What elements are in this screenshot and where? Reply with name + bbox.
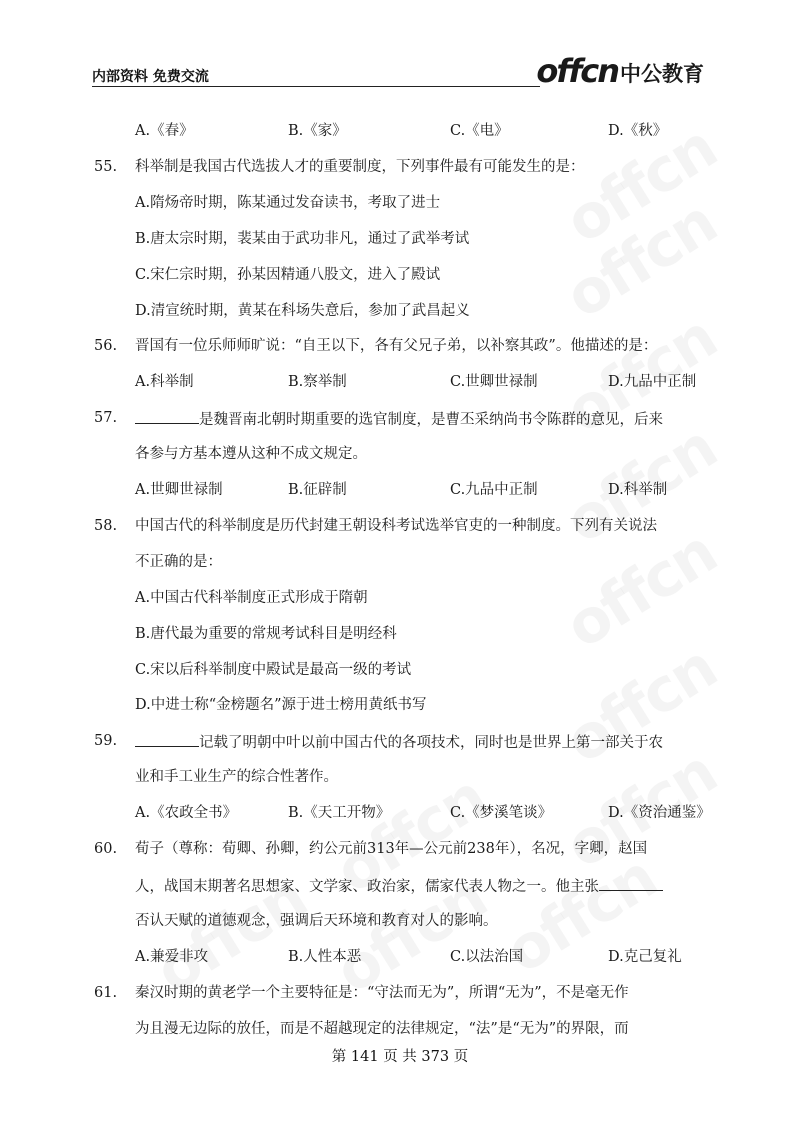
- option-c: C.以法治国: [450, 948, 524, 965]
- text-line: [0, 157, 800, 193]
- text-content: [135, 875, 663, 897]
- text-line: [0, 695, 800, 731]
- question-stem: [135, 731, 663, 753]
- header-divider: [92, 86, 540, 87]
- option-b: B.《家》: [288, 123, 347, 139]
- text-content: [135, 552, 222, 572]
- text-line: [0, 911, 800, 947]
- offcn-logo: [536, 54, 704, 88]
- question-number: 55.: [94, 158, 118, 175]
- header-label: 内部资料 免费交流: [92, 69, 209, 85]
- page-footer: 第 141 页 共 373 页: [331, 1049, 469, 1065]
- text-line: [0, 193, 800, 229]
- line-text: 秦汉时期的黄老学一个主要特征是：“守法而无为”，所谓“无为”，不是毫无作: [135, 984, 629, 1001]
- text-content: [135, 301, 470, 321]
- line-text: B.唐代最为重要的常规考试科目是明经科: [135, 625, 397, 642]
- line-text: 为且漫无边际的放任，而是不超越现定的法律规定，“法”是“无为”的界限，而: [135, 1020, 629, 1037]
- text-line: [0, 588, 800, 624]
- line-text: C.宋仁宗时期，孙某因精通八股文，进入了殿试: [135, 266, 441, 283]
- question-number: 60.: [94, 841, 118, 857]
- text-line: [0, 767, 800, 803]
- option-b: B.《天工开物》: [288, 805, 391, 822]
- line-text: 晋国有一位乐师师旷说：“自王以下，各有父兄子弟，以补察其政”。他描述的是：: [135, 338, 658, 355]
- line-text: 各参与方基本遵从这种不成文规定。: [135, 446, 367, 463]
- text-content: [135, 588, 368, 608]
- line-text: 荀子（尊称：荀卿、孙卿，约公元前313年—公元前238年），名况，字卿，赵国: [135, 841, 648, 857]
- line-text: 不正确的是：: [135, 553, 222, 570]
- question-stem: [135, 408, 663, 430]
- options-row: [0, 121, 800, 157]
- text-line: [0, 624, 800, 660]
- line-text: 业和手工业生产的综合性著作。: [135, 769, 338, 786]
- option-c: C.九品中正制: [450, 482, 538, 498]
- question-stem: [135, 516, 657, 536]
- logo-text-cn: 中公教育: [620, 62, 704, 86]
- logo-text-en: offcn: [536, 52, 618, 90]
- text-line: [0, 839, 800, 875]
- option-a: A.兼爱非攻: [135, 948, 209, 965]
- text-line: [0, 552, 800, 588]
- text-content: [135, 229, 469, 249]
- text-content: [135, 660, 411, 680]
- text-content: [135, 767, 338, 787]
- text-content: [135, 1019, 629, 1039]
- line-text: 是魏晋南北朝时期重要的选官制度，是曹丕采纳尚书令陈群的意见，后来: [199, 412, 663, 429]
- option-a: A.《春》: [135, 123, 194, 139]
- option-b: B.察举制: [288, 374, 347, 391]
- line-text: C.宋以后科举制度中殿试是最高一级的考试: [135, 661, 412, 678]
- text-content: [135, 265, 440, 285]
- text-line: [0, 265, 800, 301]
- question-stem: [135, 983, 629, 1003]
- option-a: A.科举制: [135, 374, 194, 391]
- line-text: 记载了明朝中叶以前中国古代的各项技术，同时也是世界上第一部关于农: [199, 735, 663, 752]
- text-content: [135, 911, 498, 931]
- line-text: A.中国古代科举制度正式形成于隋朝: [135, 589, 368, 606]
- line-text: 人，战国末期著名思想家、文学家、政治家，儒家代表人物之一。他主张: [135, 878, 599, 895]
- options-row: [0, 947, 800, 983]
- text-line: [0, 660, 800, 696]
- text-line: [0, 229, 800, 265]
- page-header: [92, 52, 708, 96]
- text-line: [0, 301, 800, 337]
- option-b: B.人性本恶: [288, 948, 362, 965]
- question-stem: [135, 839, 647, 859]
- question-number: 56.: [94, 338, 118, 355]
- option-a: A.世卿世禄制: [135, 482, 223, 498]
- question-stem: [135, 336, 657, 356]
- text-line: [0, 731, 800, 767]
- line-text: D.清宣统时期，黄某在科场失意后，参加了武昌起义: [135, 302, 470, 319]
- line-text: D.中进士称“金榜题名”源于进士榜用黄纸书写: [135, 697, 427, 714]
- line-text: B.唐太宗时期，裴某由于武功非凡，通过了武举考试: [135, 230, 470, 247]
- option-d: D.《资治通鉴》: [608, 805, 711, 822]
- option-d: D.《秋》: [608, 123, 668, 139]
- option-a: A.《农政全书》: [135, 805, 238, 822]
- line-text: 科举制是我国古代选拔人才的重要制度，下列事件最有可能发生的是：: [135, 158, 585, 175]
- question-number: 59.: [94, 733, 118, 750]
- question-number: 57.: [94, 410, 118, 427]
- answer-blank: [135, 408, 199, 424]
- question-stem: [135, 157, 585, 177]
- text-content: [135, 624, 397, 644]
- option-c: C.《梦溪笔谈》: [450, 805, 553, 822]
- line-text: 否认天赋的道德观念，强调后天环境和教育对人的影响。: [135, 912, 498, 929]
- answer-blank: [599, 875, 663, 891]
- option-d: D.九品中正制: [608, 374, 697, 391]
- line-text: A.隋炀帝时期，陈某通过发奋读书，考取了进士: [135, 194, 441, 211]
- question-number: 61.: [94, 984, 118, 1001]
- text-content: [135, 444, 367, 464]
- answer-blank: [135, 731, 199, 747]
- options-row: [0, 480, 800, 516]
- options-row: [0, 803, 800, 839]
- option-d: D.科举制: [608, 482, 668, 498]
- line-text: 中国古代的科举制度是历代封建王朝设科考试选举官吏的一种制度。下列有关说法: [135, 517, 657, 534]
- text-line: [0, 336, 800, 372]
- text-line: [0, 983, 800, 1019]
- text-line: [0, 408, 800, 444]
- options-row: [0, 372, 800, 408]
- option-c: C.《电》: [450, 123, 509, 139]
- option-b: B.征辟制: [288, 482, 347, 498]
- text-line: [0, 444, 800, 480]
- question-number: 58.: [94, 517, 118, 534]
- text-line: [0, 516, 800, 552]
- option-c: C.世卿世禄制: [450, 374, 538, 391]
- text-content: [135, 695, 427, 715]
- option-d: D.克己复礼: [608, 948, 682, 965]
- text-content: [135, 193, 440, 213]
- text-line: [0, 875, 800, 911]
